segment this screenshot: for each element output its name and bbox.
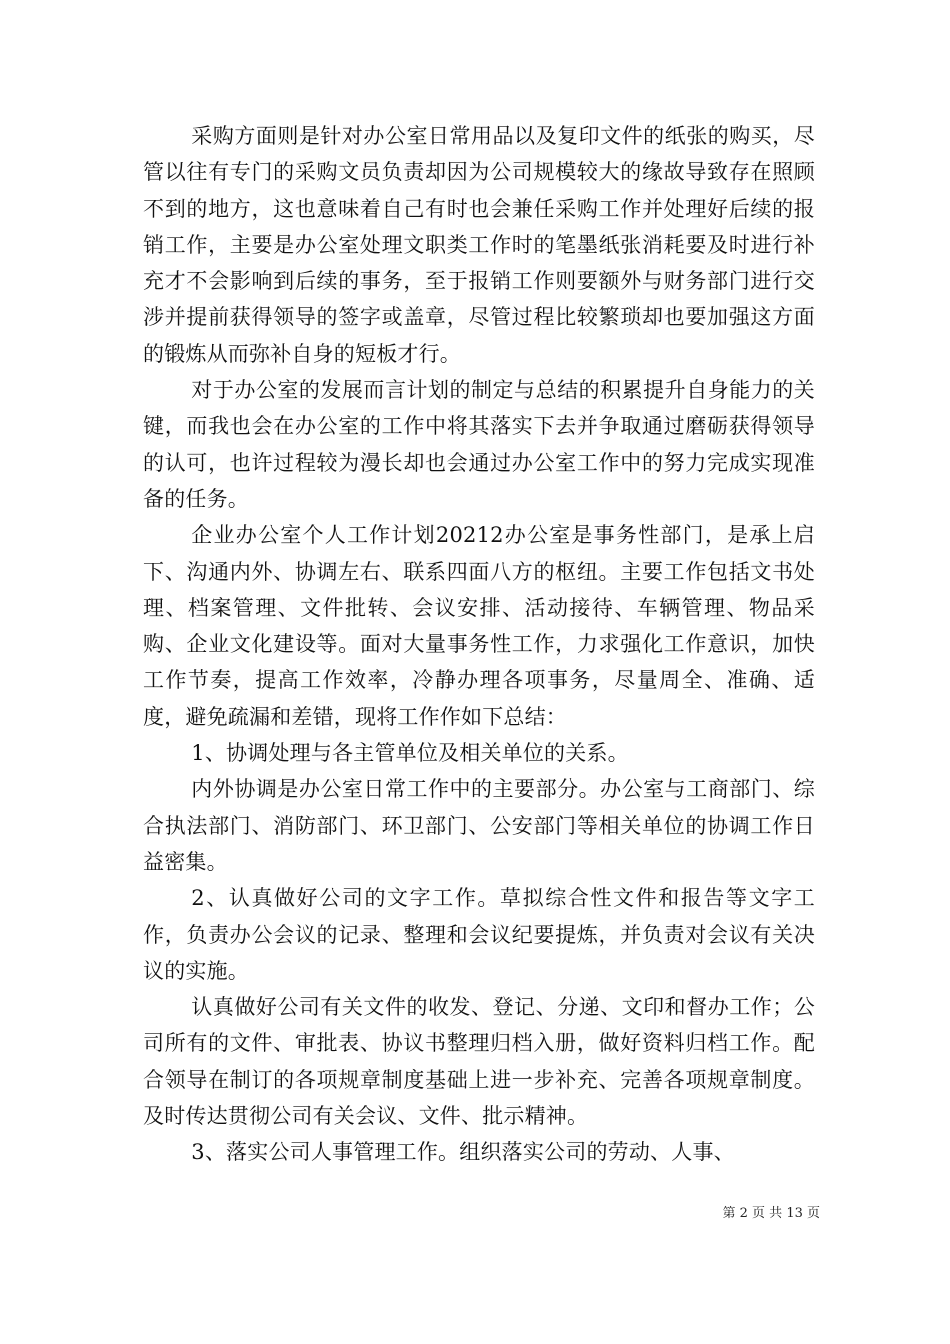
- document-body: [143, 118, 815, 1171]
- page-number-footer: 第 2 页 共 13 页: [722, 1206, 820, 1221]
- paragraph-office-development: 对于办公室的发展而言计划的制定与总结的积累提升自身能力的关键，而我也会在办公室的工作中将其落实下去并争取通过磨砺获得领导的认可，也许过程较为漫长却也会通过办公室工作中的努力完成实现准备的任务。: [143, 378, 815, 511]
- paragraph-documents: 认真做好公司有关文件的收发、登记、分递、文印和督办工作；公司所有的文件、审批表、协议书整理归档入册，做好资料归档工作。配合领导在制订的各项规章制度基础上进一步补充、完善各项规章制度。及时传达贯彻公司有关会议、文件、批示精神。: [143, 995, 815, 1129]
- paragraph-procurement: 采购方面则是针对办公室日常用品以及复印文件的纸张的购买，尽管以往有专门的采购文员负责却因为公司规模较大的缘故导致存在照顾不到的地方，这也意味着自己有时也会兼任采购工作并处理好后续的报销工作，主要是办公室处理文职类工作时的笔墨纸张消耗要及时进行补充才不会影响到后续的事务，至于报销工作则要额外与财务部门进行交涉并提前获得领导的签字或盖章，尽管过程比较繁琐却也要加强这方面的锻炼从而弥补自身的短板才行。: [143, 124, 815, 366]
- paragraph-work-plan-intro: 企业办公室个人工作计划20212办公室是事务性部门，是承上启下、沟通内外、协调左右、联系四面八方的枢纽。主要工作包括文书处理、档案管理、文件批转、会议安排、活动接待、车辆管理、物品采购、企业文化建设等。面对大量事务性工作，力求强化工作意识，加快工作节奏，提高工作效率，冷静办理各项事务，尽量周全、准确、适度，避免疏漏和差错，现将工作作如下总结：: [143, 523, 815, 729]
- paragraph-item-3: 3、落实公司人事管理工作。组织落实公司的劳动、人事、: [191, 1140, 735, 1165]
- paragraph-item-2: 2、认真做好公司的文字工作。草拟综合性文件和报告等文字工作，负责办公会议的记录、整理和会议纪要提炼，并负责对会议有关决议的实施。: [143, 886, 815, 983]
- paragraph-item-1: 1、协调处理与各主管单位及相关单位的关系。: [191, 741, 629, 766]
- paragraph-coordination: 内外协调是办公室日常工作中的主要部分。办公室与工商部门、综合执法部门、消防部门、环卫部门、公安部门等相关单位的协调工作日益密集。: [143, 777, 815, 874]
